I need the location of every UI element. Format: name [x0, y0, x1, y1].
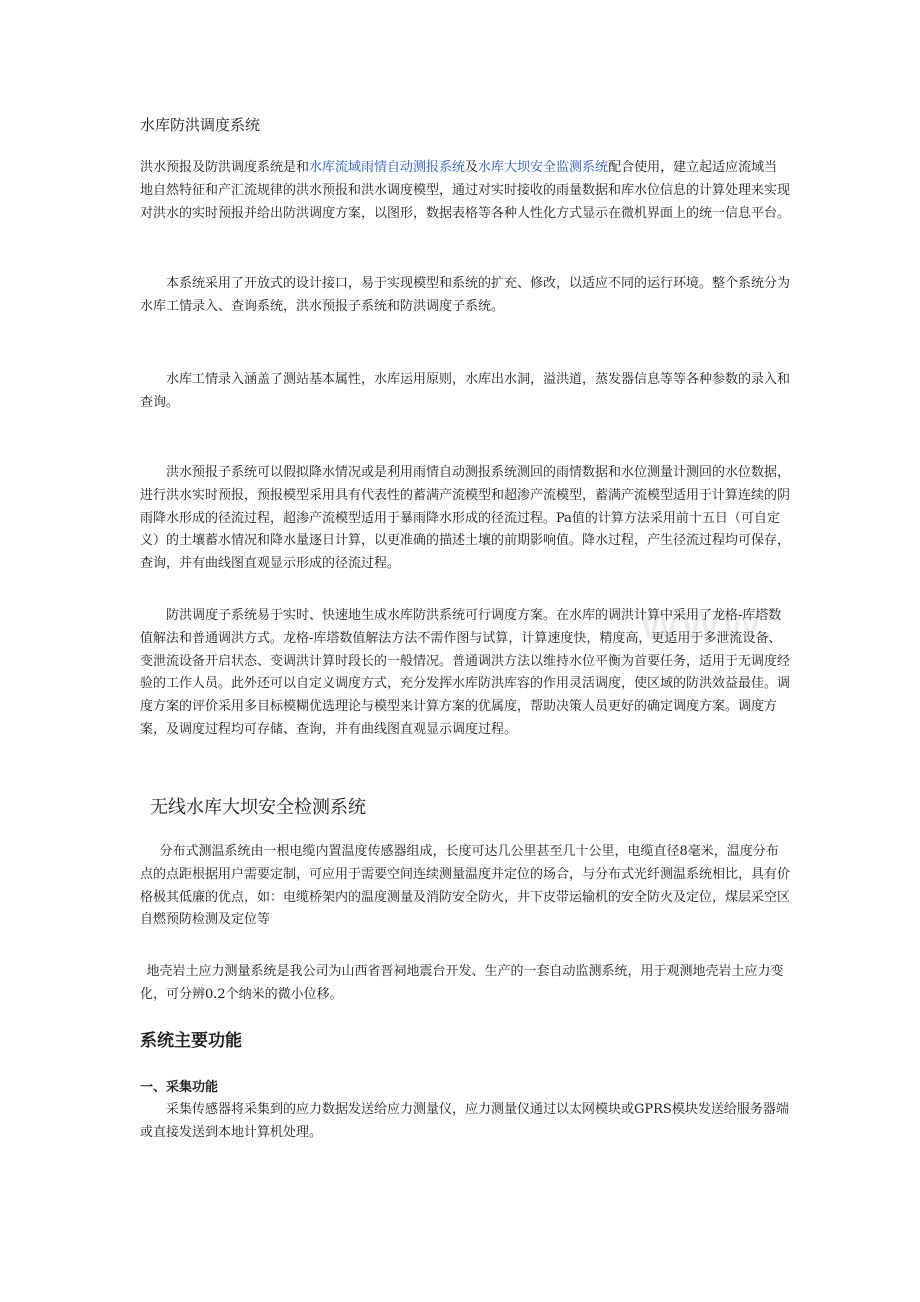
subsection-title-acquisition: 一、采集功能	[140, 1080, 219, 1095]
link-dam-safety-monitoring-system[interactable]: 水库大坝安全监测系统	[478, 160, 609, 175]
section-title-main-functions: 系统主要功能	[140, 1031, 242, 1051]
intro-paragraph	[140, 157, 790, 225]
link-rain-telemetry-system[interactable]: 水库流域雨情自动测报系统	[309, 160, 466, 175]
intro-text-after: 配合使用，建立起适应流域当地自然特征和产汇流规律的洪水预报和洪水调度模型，通过对实时接收的雨量数据和库水位信息的计算处理来实现对洪水的实时预报并给出防洪调度方案，以图形，数据表格等各种人性化方式显示在微机界面上的统一信息平台。	[140, 160, 791, 221]
watermark: www.	[640, 591, 778, 651]
intro-text-before: 洪水预报及防洪调度系统是和	[140, 160, 310, 175]
section-title-wireless-dam-monitoring: 无线水库大坝安全检测系统	[150, 797, 366, 818]
crust-stress-paragraph: 地壳岩土应力测量系统是我公司为山西省晋祠地震台开发、生产的一套自动监测系统，用于观测地壳岩土应力变化，可分辨0.2个纳米的微小位移。	[140, 964, 784, 1002]
section-title-reservoir-flood-control: 水库防洪调度系统	[140, 116, 261, 134]
distributed-temperature-paragraph: 分布式测温系统由一根电缆内置温度传感器组成，长度可达几公里甚至几十公里，电缆直径8毫米，温度分布点的点距根据用户需要定制，可应用于需要空间连续测量温度并定位的场合，与分布式光纤测温系统相比，具有价格极其低廉的优点，如：电缆桥架内的温度测量及消防安全防火，井下皮带运输机的安全防火及定位，煤层采空区自燃预防检测及定位等	[140, 844, 791, 928]
system-design-paragraph: 本系统采用了开放式的设计接口，易于实现模型和系统的扩充、修改，以适应不同的运行环境。整个系统分为水库工情录入、查询系统，洪水预报子系统和防洪调度子系统。	[140, 276, 791, 314]
intro-text-mid: 及	[465, 160, 479, 175]
flood-forecast-paragraph: 洪水预报子系统可以假拟降水情况或是利用雨情自动测报系统测回的雨情数据和水位测量计测回的水位数据，进行洪水实时预报，预报模型采用具有代表性的蓄满产流模型和超渗产流模型，蓄满产流模型适用于计算连续的阴雨降水形成的径流过程，超渗产流模型适用于暴雨降水形成的径流过程。Pa值的计算方法采用前十五日（可自定义）的土壤蓄水情况和降水量逐日计算，以更准确的描述土壤的前期影响值。降水过程，产生径流过程均可保存，查询，并有曲线图直观显示形成的径流过程。	[140, 465, 791, 572]
flood-dispatch-paragraph: 防洪调度子系统易于实时、快速地生成水库防洪系统可行调度方案。在水库的调洪计算中采用了龙格-库塔数值解法和普通调洪方式。龙格-库塔数值解法方法不需作图与试算，计算速度快，精度高，更适用于多泄流设备、变泄流设备开启状态、变调洪计算时段长的一般情况。普通调洪方法以维持水位平衡为首要任务，适用于无调度经验的工作人员。此外还可以自定义调度方式，充分发挥水库防洪库容的作用灵活调度，使区域的防洪效益最佳。调度方案的评价采用多目标模糊优选理论与模型来计算方案的优属度，帮助决策人员更好的确定调度方案。调度方案，及调度过程均可存储、查询，并有曲线图直观显示调度过程。	[140, 608, 791, 737]
acquisition-paragraph: 采集传感器将采集到的应力数据发送给应力测量仪，应力测量仪通过以太网模块或GPRS模块发送给服务器端或直接发送到本地计算机处理。	[140, 1102, 789, 1140]
reservoir-info-entry-paragraph: 水库工情录入涵盖了测站基本属性，水库运用原则，水库出水洞，溢洪道，蒸发器信息等等各种参数的录入和查询。	[140, 372, 791, 410]
